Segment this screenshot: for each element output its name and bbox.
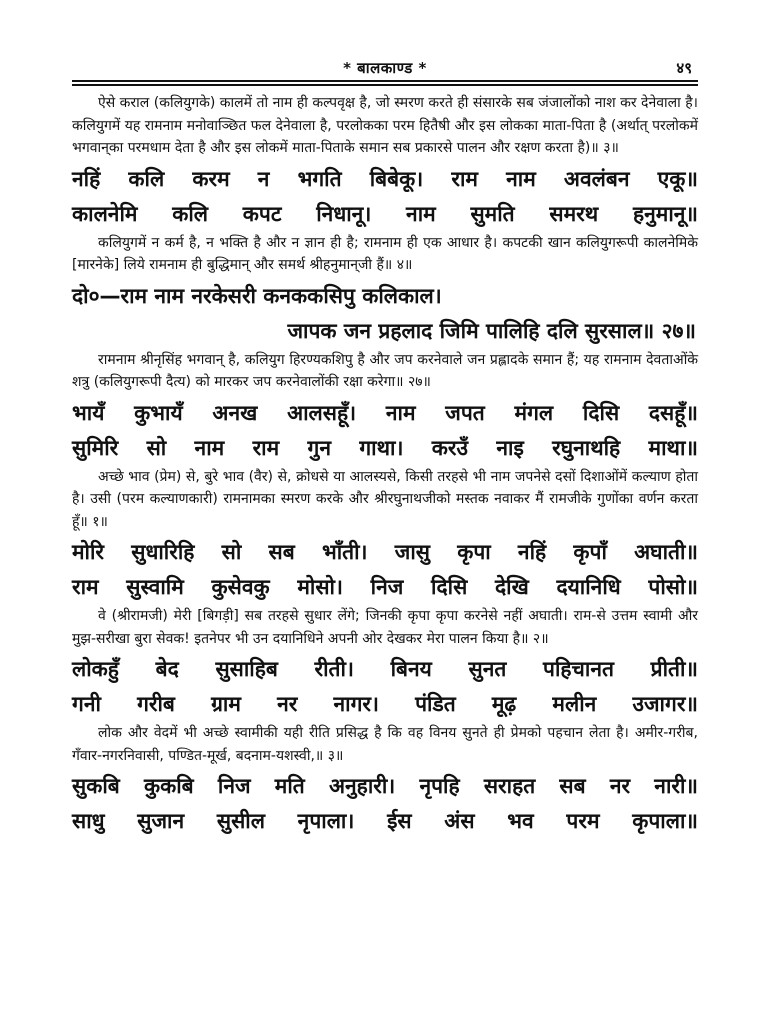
- chaupai-verse-5: [72, 769, 698, 839]
- header-rule-top: [72, 80, 698, 82]
- verse-line: कालनेमि कलि कपट निधानू। नाम सुमति समरथ हनुमानू॥: [72, 201, 698, 226]
- verse-line: भायँ कुभायँ अनख आलसहूँ। नाम जपत मंगल दिसि दसहूँ॥: [72, 400, 698, 425]
- prose-commentary-6: लोक और वेदमें भी अच्छे स्वामीकी यही रीति प्रसिद्ध है कि वह विनय सुनते ही प्रेमको पहचान लेता है। अमीर-गरीब, गँवार-नगरनिवासी, पण्डित-मूर्ख, बदनाम-यशस्वी,॥ ३॥: [72, 725, 698, 764]
- chaupai-verse-3: [72, 535, 698, 605]
- prose-commentary-2: कलियुगमें न कर्म है, न भक्ति है और न ज्ञान ही है; रामनाम ही एक आधार है। कपटकी खान कलियुगरूपी कालनेमिके [मारनेके] लिये रामनाम ही बुद्धिमान् और समर्थ श्रीहनुमान्‌जी हैं॥ ४॥: [72, 234, 698, 273]
- verse-line: सुमिरि सो नाम राम गुन गाथा। करउँ नाइ रघुनाथहि माथा॥: [72, 435, 698, 460]
- verse-line: मोरि सुधारिहि सो सब भाँती। जासु कृपा नहिं कृपाँ अघाती॥: [72, 540, 698, 564]
- prose-commentary-5: वे (श्रीरामजी) मेरी [बिगड़ी] सब तरहसे सुधार लेंगे; जिनकी कृपा कृपा करनेसे नहीं अघाती। राम-से उत्तम स्वामी और मुझ-सरीखा बुरा सेवक! इतनेपर भी उन दयानिधिने अपनी ओर देखकर मेरा पालन किया है॥ २॥: [72, 608, 698, 647]
- verse-line: राम सुस्वामि कुसेवकु मोसो। निज दिसि देखि दयानिधि पोसो॥: [72, 575, 698, 599]
- verse-line: सुकबि कुकबि निज मति अनुहारी। नृपहि सराहत सब नर नारी॥: [72, 774, 698, 798]
- doha-27: [72, 279, 698, 349]
- verse-line: साधु सुजान सुसील नृपाला। ईस अंस भव परम कृपाला॥: [72, 809, 698, 833]
- chapter-title: * बालकाण्ड *: [343, 59, 427, 77]
- chaupai-verse-2: [72, 396, 698, 466]
- chaupai-verse-1: [72, 162, 698, 232]
- doha-line: दो०—राम नाम नरकेसरी कनककसिपु कलिकाल।: [72, 283, 442, 308]
- chaupai-verse-4: [72, 652, 698, 722]
- prose-commentary-1: ऐसे कराल (कलियुगके) कालमें तो नाम ही कल्पवृक्ष है, जो स्मरण करते ही संसारके सब जंजालोंको नाश कर देनेवाला है। कलियुगमें यह रामनाम मनोवाञ्छित फल देनेवाला है, परलोकका परम हितैषी और इस लोकका माता-पिता है (अर्थात् परलोकमें भगवान्‌का परमधाम देता है और इस लोकमें माता-पिताके समान सब प्रकारसे पालन और रक्षण करता है)॥ ३॥: [72, 95, 698, 156]
- page-content: [72, 92, 698, 839]
- prose-commentary-3: रामनाम श्रीनृसिंह भगवान् है, कलियुग हिरण्यकशिपु है और जप करनेवाले जन प्रह्लादके समान हैं; यह रामनाम देवताओंके शत्रु (कलियुगरूपी दैत्य) को मारकर जप करनेवालोंकी रक्षा करेगा॥ २७॥: [72, 351, 698, 390]
- doha-line: जापक जन प्रहलाद जिमि पालिहि दलि सुरसाल॥ २७॥: [287, 318, 696, 343]
- verse-line: गनी गरीब ग्राम नर नागर। पंडित मूढ़ मलीन उजागर॥: [72, 692, 698, 716]
- verse-line: नहिं कलि करम न भगति बिबेकू। राम नाम अवलंबन एकू॥: [72, 166, 698, 191]
- page-header: [72, 58, 698, 80]
- verse-line: लोकहुँ बेद सुसाहिब रीती। बिनय सुनत पहिचानत प्रीती॥: [72, 657, 698, 681]
- page-number: ४९: [676, 59, 692, 77]
- header-rule-bottom: [72, 84, 698, 86]
- prose-commentary-4: अच्छे भाव (प्रेम) से, बुरे भाव (वैर) से, क्रोधसे या आलस्यसे, किसी तरहसे भी नाम जपनेसे दसों दिशाओंमें कल्याण होता है। उसी (परम कल्याणकारी) रामनामका स्मरण करके और श्रीरघुनाथजीको मस्तक नवाकर मैं रामजीके गुणोंका वर्णन करता हूँ॥ १॥: [72, 468, 698, 530]
